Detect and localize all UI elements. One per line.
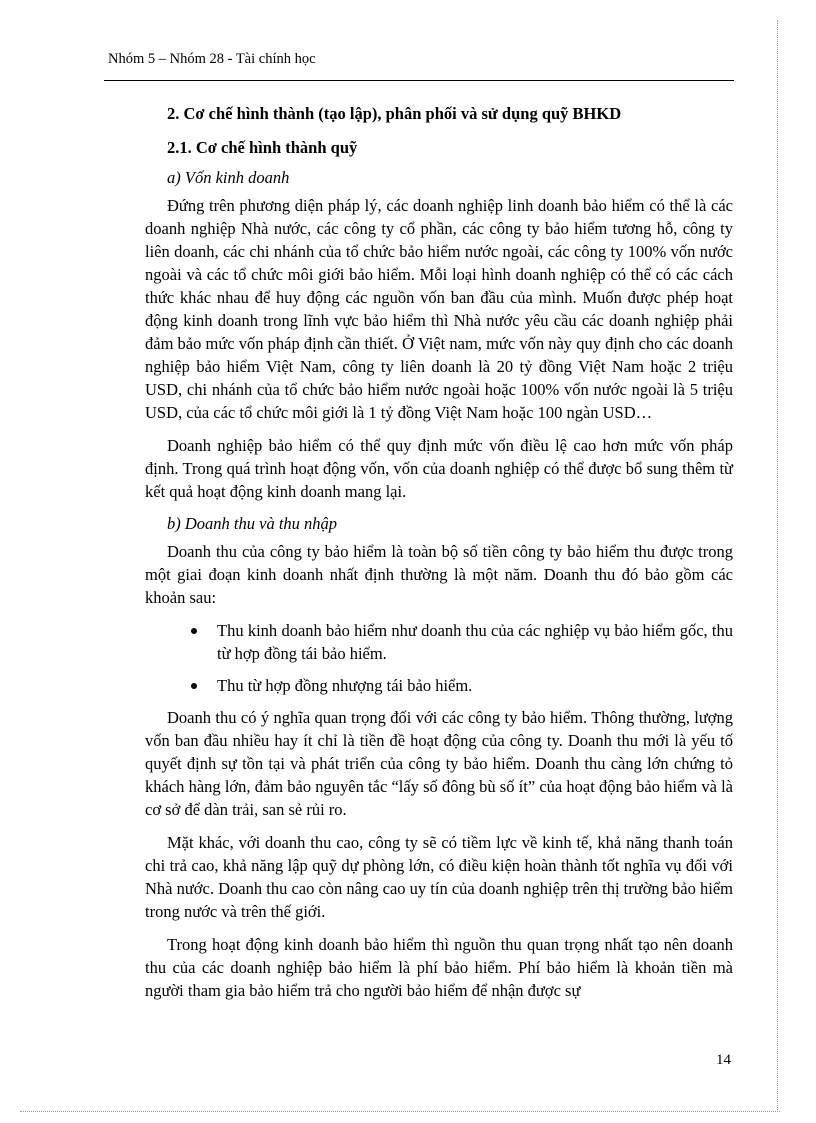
- page-bottom-guide: [20, 1111, 780, 1112]
- bullet-icon: [191, 683, 197, 689]
- section-heading: 2. Cơ chế hình thành (tạo lập), phân phối và sử dụng quỹ BHKD: [167, 104, 622, 123]
- subsection-heading: 2.1. Cơ chế hình thành quỹ: [167, 138, 358, 157]
- list-item-text: Thu kinh doanh bảo hiểm như doanh thu của các nghiệp vụ bảo hiểm gốc, thu từ hợp đồng tái bảo hiểm.: [217, 621, 733, 663]
- paragraph: Mặt khác, với doanh thu cao, công ty sẽ có tiềm lực về kinh tế, khả năng thanh toán chi trả cao, khả năng lập quỹ dự phòng lớn, có điều kiện hoàn thành tốt nghĩa vụ đối với Nhà nước. Doanh thu cao còn nâng cao uy tín của doanh nghiệp trên thị trường bảo hiểm trong nước và trên thế giới.: [145, 833, 733, 921]
- page-edge-guide: [777, 20, 778, 1110]
- part-a-heading: a) Vốn kinh doanh: [167, 168, 290, 187]
- running-header: Nhóm 5 – Nhóm 28 - Tài chính học: [108, 51, 316, 67]
- part-b-heading: b) Doanh thu và thu nhập: [167, 514, 338, 533]
- paragraph: Đứng trên phương diện pháp lý, các doanh nghiệp linh doanh bảo hiểm có thể là các doanh nghiệp Nhà nước, các công ty cổ phần, các công ty bảo hiểm tương hỗ, công ty liên doanh, các chi nhánh của tổ chức bảo hiểm nước ngoài, các công ty 100% vốn nước ngoài và các tổ chức môi giới bảo hiểm. Mỗi loại hình doanh nghiệp có thể có các cách thức khác nhau để huy động các nguồn vốn ban đầu của mình. Muốn được phép hoạt động kinh doanh trong lĩnh vực bảo hiểm thì Nhà nước yêu cầu các doanh nghiệp phải đảm bảo mức vốn pháp định cần thiết. Ở Việt nam, mức vốn này quy định cho các doanh nghiệp bảo hiểm Việt Nam, công ty liên doanh là 20 tỷ đồng Việt Nam hoặc 2 triệu USD, chi nhánh của tổ chức bảo hiểm nước ngoài hoặc 100% vốn nước ngoài là 5 triệu USD, của các tổ chức môi giới là 1 tỷ đồng Việt Nam hoặc 100 ngàn USD…: [145, 196, 733, 422]
- header-rule: [104, 80, 734, 81]
- page-number: 14: [716, 1052, 731, 1068]
- list-item: [191, 619, 733, 665]
- paragraph: Doanh thu có ý nghĩa quan trọng đối với các công ty bảo hiểm. Thông thường, lượng vốn ban đầu nhiều hay ít chỉ là tiền đề hoạt động của công ty. Doanh thu mới là yếu tố quyết định sự tồn tại và phát triển của công ty bảo hiểm. Doanh thu càng lớn chứng tỏ khách hàng lớn, đảm bảo nguyên tắc “lấy số đông bù số ít” của hoạt động bảo hiểm và là cơ sở để dàn trải, san sẻ rủi ro.: [145, 708, 733, 819]
- paragraph: Doanh nghiệp bảo hiểm có thể quy định mức vốn điều lệ cao hơn mức vốn pháp định. Trong quá trình hoạt động vốn, vốn của doanh nghiệp có thể được bổ sung thêm từ kết quả hoạt động kinh doanh mang lại.: [145, 436, 733, 501]
- page-body: [145, 103, 733, 1012]
- paragraph: Doanh thu của công ty bảo hiểm là toàn bộ số tiền công ty bảo hiểm thu được trong một giai đoạn kinh doanh nhất định thường là một năm. Doanh thu đó bảo gồm các khoản sau:: [145, 542, 733, 607]
- bullet-icon: [191, 628, 197, 634]
- bullet-list: [145, 619, 733, 697]
- list-item: [191, 674, 733, 697]
- list-item-text: Thu từ hợp đồng nhượng tái bảo hiểm.: [217, 676, 473, 695]
- paragraph: Trong hoạt động kinh doanh bảo hiểm thì nguồn thu quan trọng nhất tạo nên doanh thu của các doanh nghiệp bảo hiểm là phí bảo hiểm. Phí bảo hiểm là khoản tiền mà người tham gia bảo hiểm trả cho người bảo hiểm để nhận được sự: [145, 935, 733, 1000]
